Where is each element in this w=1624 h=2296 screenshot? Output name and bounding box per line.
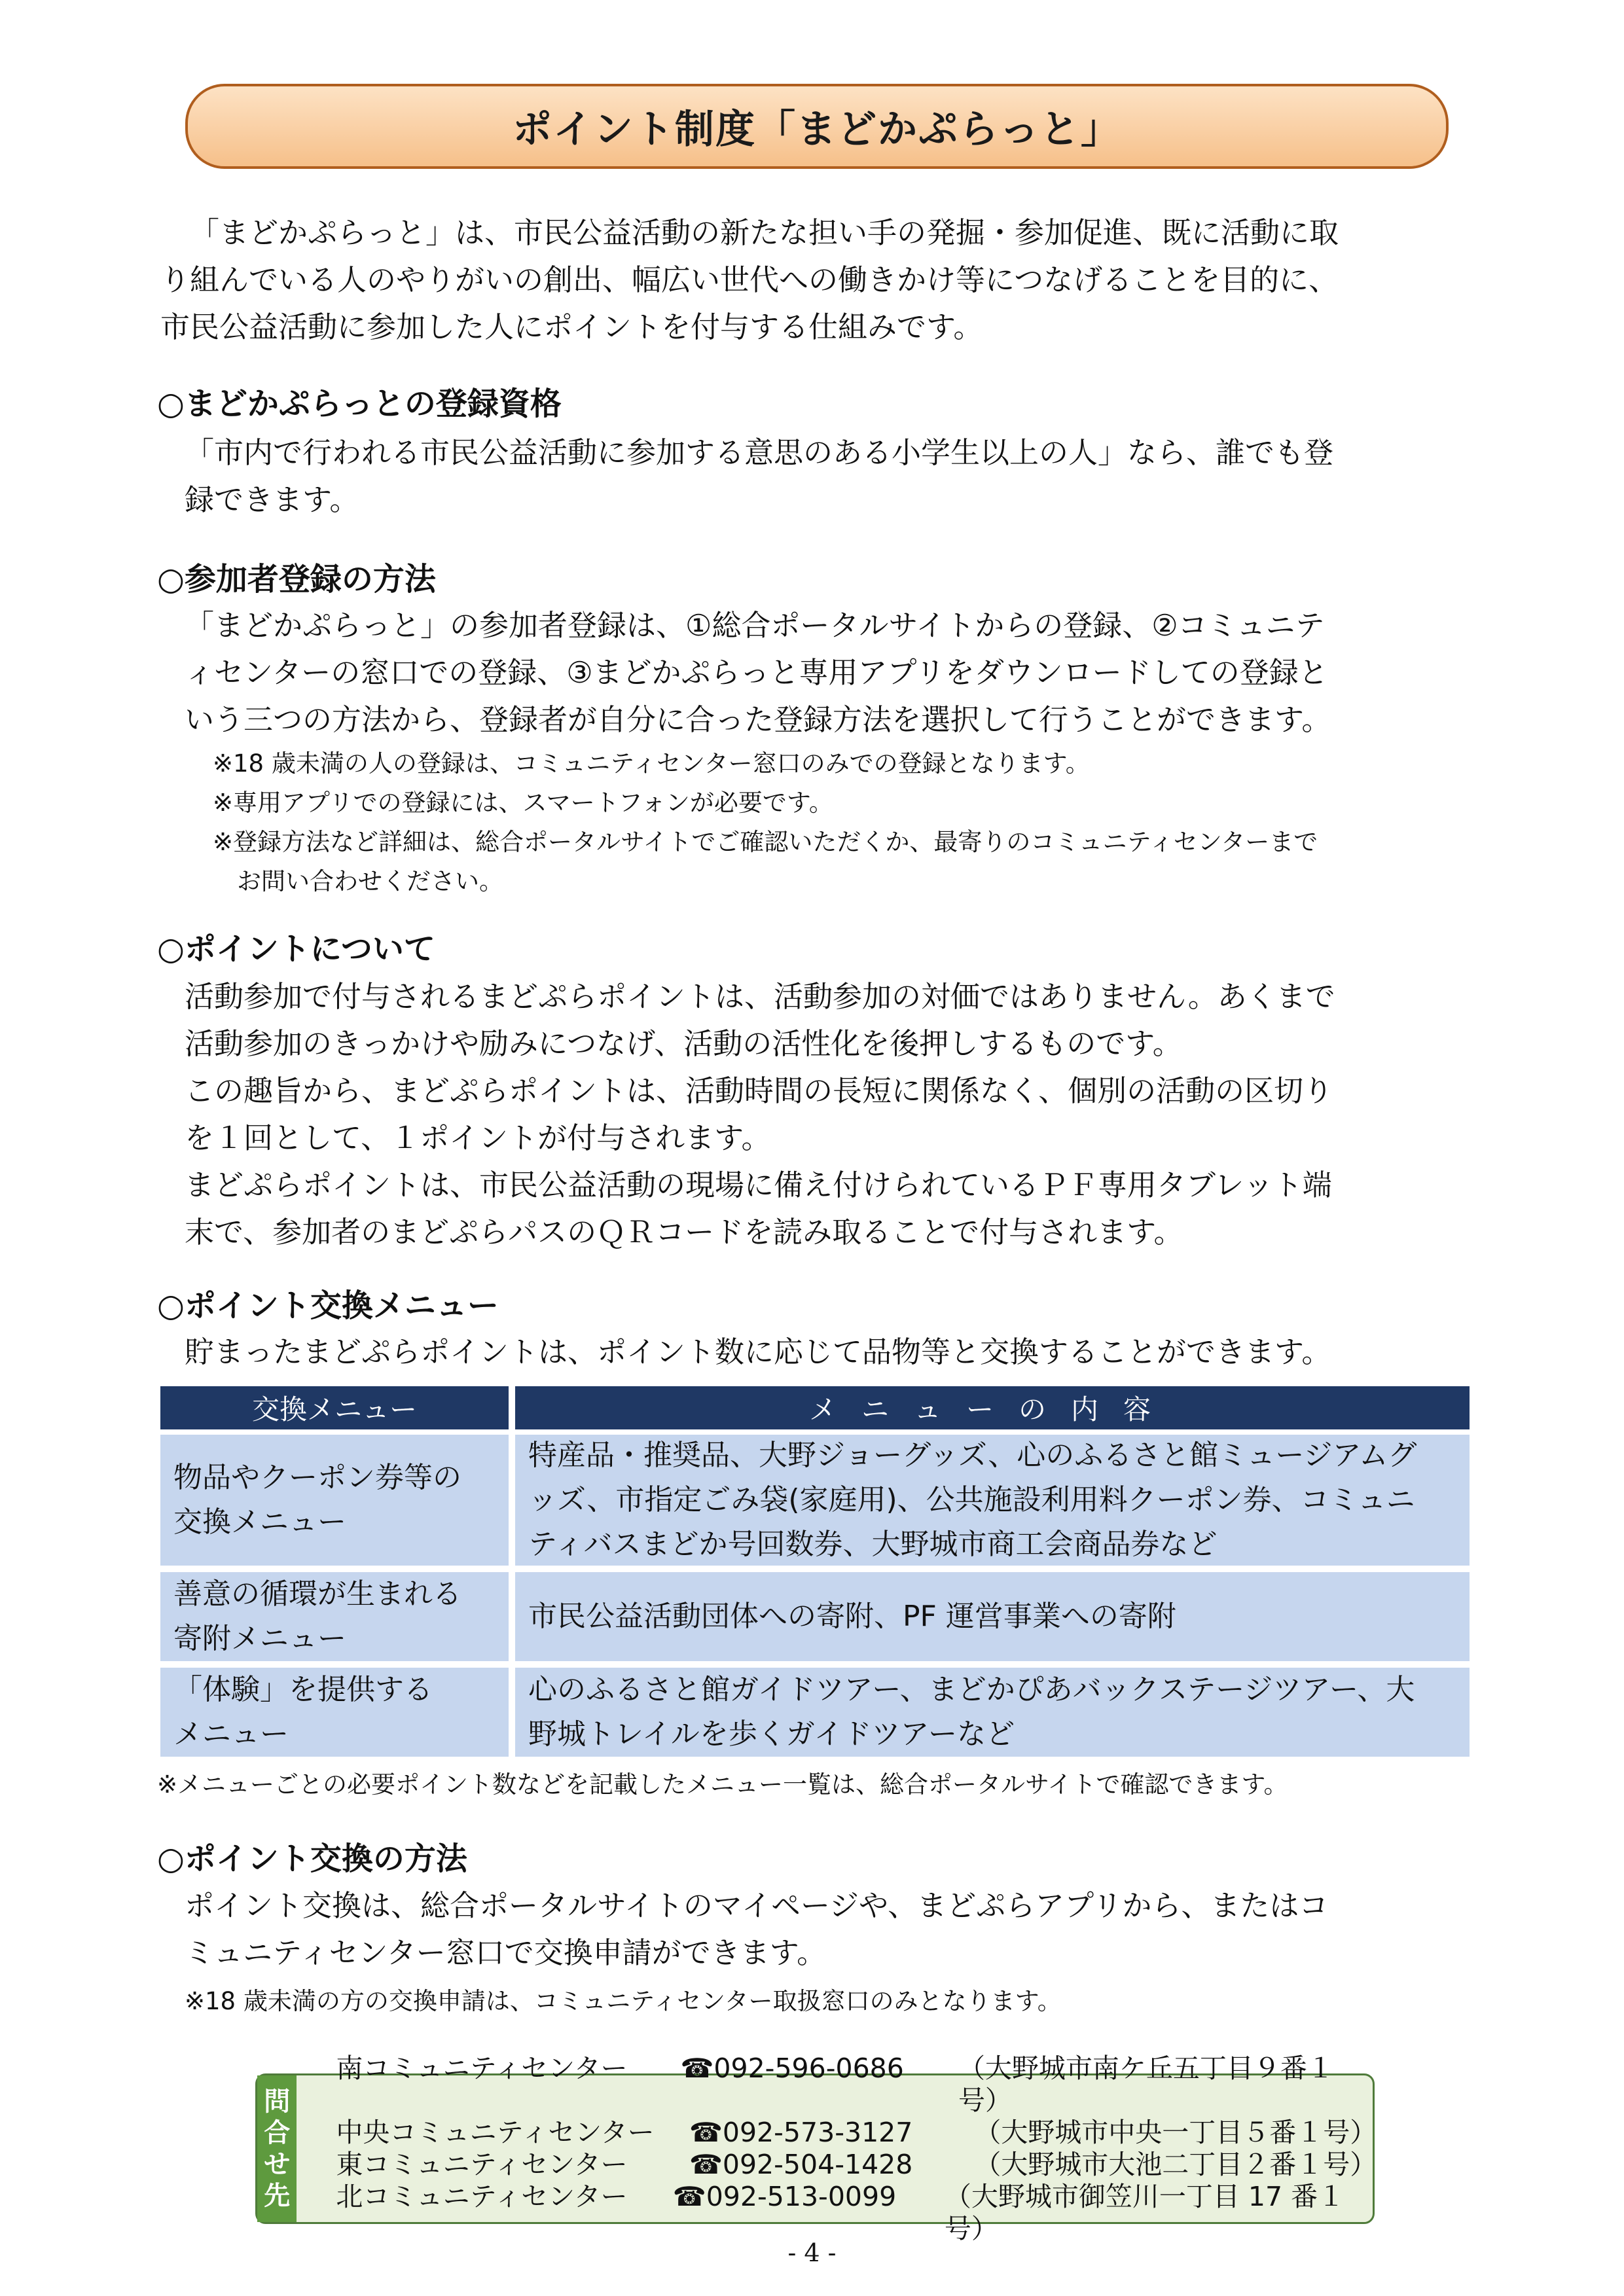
points-line: 末で、参加者のまどぷらパスのＱＲコードを読み取ることで付与されます。: [185, 1215, 1183, 1249]
registration-note: ※登録方法など詳細は、総合ポータルサイトでご確認いただくか、最寄りのコミュニティセンターまで: [213, 828, 1318, 856]
page-title: ポイント制度「まどかぷらっと」: [513, 107, 1121, 152]
registration-text: [185, 602, 1331, 744]
header-content: メニューの内容: [515, 1386, 1470, 1429]
row-menu-content: [515, 1435, 1470, 1566]
menu-note: ※メニューごとの必要ポイント数などを記載したメニュー一覧は、総合ポータルサイトで確認できます。: [157, 1770, 1288, 1799]
points-line: 活動参加のきっかけや励みにつなげ、活動の活性化を後押しするものです。: [185, 1026, 1182, 1061]
intro-line: 市民公益活動に参加した人にポイントを付与する仕組みです。: [160, 310, 983, 344]
exchange-line: ミュニティセンター窓口で交換申請ができます。: [185, 1935, 827, 1970]
cell-line: 寄附メニュー: [173, 1622, 346, 1655]
row-menu-name: [160, 1572, 509, 1661]
points-line: 活動参加で付与されるまどぷらポイントは、活動参加の対価ではありません。あくまで: [185, 979, 1335, 1014]
contact-box: [255, 2053, 1377, 2244]
points-line: を１回として、１ポイントが付与されます。: [185, 1121, 771, 1155]
cell-line: メニュー: [173, 1717, 289, 1751]
registration-line: ィセンターの窓口での登録、③まどかぷらっと専用アプリをダウンロードしての登録と: [185, 655, 1328, 690]
registration-line: いう三つの方法から、登録者が自分に合った登録方法を選択して行うことができます。: [185, 702, 1331, 737]
eligibility-heading: ○まどかぷらっとの登録資格: [157, 386, 562, 422]
contact-entry: [336, 2149, 1377, 2181]
menu-lead: 貯まったまどぷらポイントは、ポイント数に応じて品物等と交換することができます。: [185, 1335, 1331, 1369]
center-name: 南コミュニティセンター: [336, 2053, 628, 2084]
exchange-line: ポイント交換は、総合ポータルサイトのマイページや、まどぷらアプリから、またはコ: [185, 1888, 1329, 1923]
table-row: [160, 1572, 1470, 1661]
cell-line: 「体験」を提供する: [173, 1673, 433, 1706]
header-menu: 交換メニュー: [160, 1386, 509, 1429]
cell-line: 特産品・推奨品、大野ジョーグッズ、心のふるさと館ミュージアムグ: [528, 1439, 1417, 1472]
exchange-heading: ○ポイント交換の方法: [157, 1840, 467, 1877]
label-char: 問: [264, 2087, 291, 2117]
eligibility-line: 録できます。: [185, 482, 359, 517]
cell-line: ティバスまどか号回数券、大野城市商工会商品券など: [528, 1528, 1218, 1561]
table-header: [160, 1386, 1470, 1429]
address: （大野城市中央一丁目５番１号）: [974, 2117, 1377, 2148]
table-row: [160, 1435, 1470, 1566]
address: （大野城市南ケ丘五丁目９番１号）: [958, 2053, 1334, 2116]
contact-entry: [336, 2181, 1373, 2245]
eligibility-text: [185, 429, 1333, 524]
table-row: [160, 1668, 1470, 1757]
points-line: この趣旨から、まどぷらポイントは、活動時間の長短に関係なく、個別の活動の区切り: [185, 1073, 1333, 1108]
contact-entry: [336, 2117, 1377, 2149]
registration-notes: [213, 744, 1318, 901]
exchange-menu-table: [160, 1386, 1470, 1763]
page-number: - 4 -: [787, 2238, 837, 2267]
registration-note: ※18 歳未満の人の登録は、コミュニティセンター窓口のみでの登録となります。: [213, 749, 1090, 778]
cell-line: ッズ、市指定ごみ袋(家庭用)、公共施設利用料クーポン券、コミュニ: [528, 1483, 1415, 1516]
center-name: 東コミュニティセンター: [336, 2149, 628, 2180]
menu-heading: ○ポイント交換メニュー: [157, 1287, 499, 1324]
phone-number: ☎092-573-3127: [689, 2117, 913, 2148]
label-char: せ: [264, 2149, 291, 2179]
cell-line: 市民公益活動団体への寄附、PF 運営事業への寄附: [528, 1600, 1176, 1633]
eligibility-line: 「市内で行われる市民公益活動に参加する意思のある小学生以上の人」なら、誰でも登: [185, 435, 1334, 470]
cell-line: 善意の循環が生まれる: [173, 1577, 461, 1611]
exchange-text: [185, 1882, 1328, 1977]
cell-line: 野城トレイルを歩くガイドツアーなど: [528, 1717, 1015, 1751]
label-char: 合: [264, 2118, 291, 2148]
intro-line: 「まどかぷらっと」は、市民公益活動の新たな担い手の発掘・参加促進、既に活動に取: [190, 215, 1339, 250]
contact-list: [297, 2053, 1377, 2244]
center-name: 中央コミュニティセンター: [336, 2117, 655, 2148]
registration-line: 「まどかぷらっと」の参加者登録は、①総合ポータルサイトからの登録、②コミュニテ: [185, 608, 1325, 643]
points-line: まどぷらポイントは、市民公益活動の現場に備え付けられているＰＦ専用タブレット端: [185, 1168, 1332, 1202]
registration-note: ※専用アプリでの登録には、スマートフォンが必要です。: [213, 789, 833, 817]
address: （大野城市大池二丁目２番１号）: [974, 2149, 1377, 2180]
intro-paragraph: [160, 209, 1339, 351]
cell-line: 交換メニュー: [173, 1505, 346, 1539]
center-name: 北コミュニティセンター: [336, 2181, 628, 2212]
contact-entry: [336, 2053, 1373, 2117]
contact-label: [257, 2075, 297, 2222]
label-char: 先: [264, 2181, 291, 2211]
phone-number: ☎092-513-0099: [672, 2181, 897, 2212]
phone-number: ☎092-504-1428: [689, 2149, 913, 2180]
points-heading: ○ポイントについて: [157, 931, 435, 967]
cell-line: 心のふるさと館ガイドツアー、まどかぴあバックステージツアー、大: [528, 1673, 1415, 1706]
address: （大野城市御笠川一丁目 17 番１号）: [944, 2181, 1345, 2244]
intro-line: り組んでいる人のやりがいの創出、幅広い世代への働きかけ等につなげることを目的に、: [160, 262, 1339, 297]
exchange-note: ※18 歳未満の方の交換申請は、コミュニティセンター取扱窓口のみとなります。: [185, 1987, 1062, 2015]
row-menu-name: [160, 1668, 509, 1757]
points-text: [185, 973, 1335, 1256]
title-banner: [185, 84, 1449, 169]
row-menu-content: [515, 1668, 1470, 1757]
phone-number: ☎092-596-0686: [680, 2053, 904, 2084]
registration-note: お問い合わせください。: [237, 867, 503, 895]
registration-heading: ○参加者登録の方法: [157, 561, 436, 598]
row-menu-content: [515, 1572, 1470, 1661]
row-menu-name: [160, 1435, 509, 1566]
cell-line: 物品やクーポン券等の: [173, 1461, 461, 1494]
